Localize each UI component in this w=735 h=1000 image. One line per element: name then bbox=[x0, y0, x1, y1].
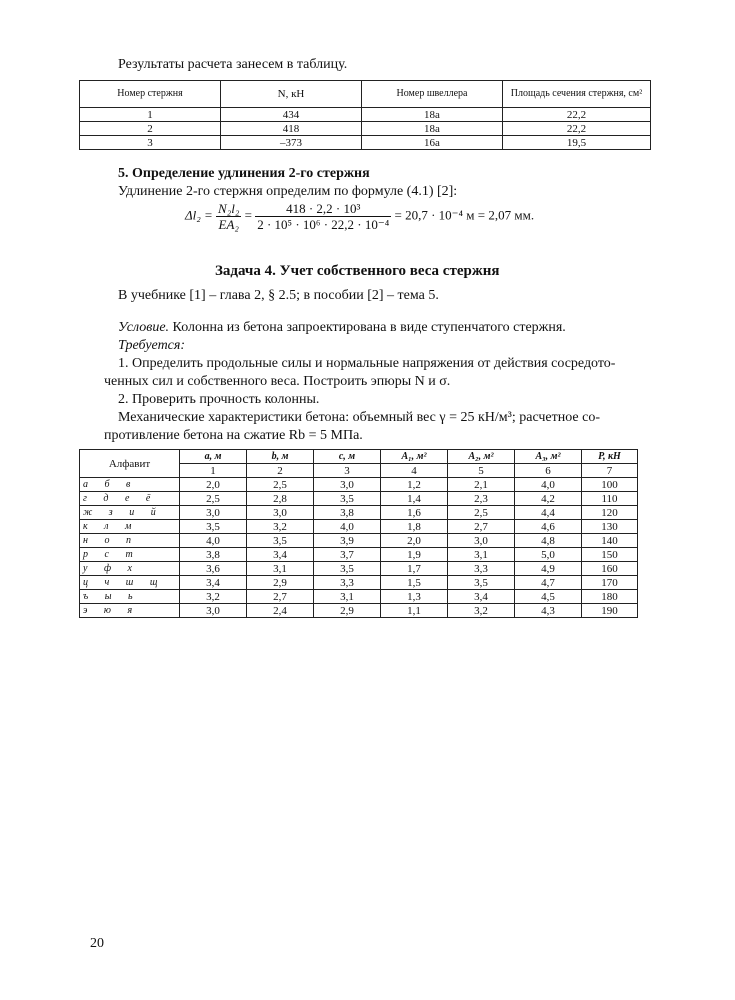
elongation-formula: Δl₂ = $\frac{\text{N₂l₂}}{\text{EA₂}}$ = $\frac{\text{418 · 2,2 · 10³}}{\text{2 · 10⁵ · 10⁶ · 22,2 · 10⁻⁴}}$ = 20,7 · 10⁻⁴ м = 2,07 мм. bbox=[185, 201, 535, 232]
table-row bbox=[80, 108, 651, 122]
header-cell: b, м bbox=[247, 450, 314, 464]
table-cell: 1,1 bbox=[381, 604, 448, 618]
column-number: 6 bbox=[515, 464, 582, 478]
table-cell: э ю я bbox=[80, 604, 180, 618]
table-cell: ж з и й bbox=[80, 506, 180, 520]
table-cell: у ф х bbox=[80, 562, 180, 576]
column-number: 7 bbox=[582, 464, 638, 478]
table-cell: 2,9 bbox=[314, 604, 381, 618]
section5-text: Удлинение 2-го стержня определим по формуле (4.1) [2]: bbox=[118, 184, 458, 199]
table-cell: н о п bbox=[80, 534, 180, 548]
table-row bbox=[80, 590, 638, 604]
column-number: 5 bbox=[448, 464, 515, 478]
table-cell: 3,0 bbox=[180, 506, 247, 520]
header-cell: A₃, м² bbox=[515, 450, 582, 464]
table-cell: 4,2 bbox=[515, 492, 582, 506]
table-cell: 180 bbox=[582, 590, 638, 604]
table-row bbox=[80, 492, 638, 506]
table-cell: 3,5 bbox=[314, 492, 381, 506]
item1-line1: 1. Определить продольные силы и нормальные напряжения от действия сосредото- bbox=[118, 356, 616, 371]
table-cell: 1,6 bbox=[381, 506, 448, 520]
table-cell: 3 bbox=[80, 136, 221, 150]
table-cell: 2,7 bbox=[247, 590, 314, 604]
table-cell: 3,6 bbox=[180, 562, 247, 576]
table-row bbox=[80, 604, 638, 618]
table-cell: 120 bbox=[582, 506, 638, 520]
table-cell: 3,0 bbox=[448, 534, 515, 548]
table-cell: 434 bbox=[221, 108, 362, 122]
table-cell: 3,4 bbox=[180, 576, 247, 590]
table-cell: 3,5 bbox=[247, 534, 314, 548]
table-cell: 110 bbox=[582, 492, 638, 506]
table-cell: 160 bbox=[582, 562, 638, 576]
table-cell: 3,9 bbox=[314, 534, 381, 548]
table-cell: 3,8 bbox=[314, 506, 381, 520]
table-cell: 16а bbox=[362, 136, 503, 150]
table-cell: 3,0 bbox=[247, 506, 314, 520]
table-cell: 3,1 bbox=[247, 562, 314, 576]
table-cell: 4,0 bbox=[180, 534, 247, 548]
table-cell: 2,7 bbox=[448, 520, 515, 534]
table-cell: 170 bbox=[582, 576, 638, 590]
table-cell: 2,5 bbox=[180, 492, 247, 506]
header-cell: N, кН bbox=[221, 81, 362, 108]
table-cell: а б в bbox=[80, 478, 180, 492]
table-cell: 19,5 bbox=[503, 136, 651, 150]
table-cell: 3,5 bbox=[180, 520, 247, 534]
header-cell: Номер швеллера bbox=[362, 81, 503, 108]
header-cell: A₁, м² bbox=[381, 450, 448, 464]
header-cell: c, м bbox=[314, 450, 381, 464]
page-number: 20 bbox=[90, 936, 104, 951]
header-cell: A₂, м² bbox=[448, 450, 515, 464]
table-cell: 3,4 bbox=[448, 590, 515, 604]
table-cell: 3,1 bbox=[448, 548, 515, 562]
table-cell: 4,6 bbox=[515, 520, 582, 534]
table-cell: 4,8 bbox=[515, 534, 582, 548]
table-cell: 1,9 bbox=[381, 548, 448, 562]
table-cell: 418 bbox=[221, 122, 362, 136]
table-cell: 2,0 bbox=[381, 534, 448, 548]
table-cell: 2,5 bbox=[247, 478, 314, 492]
header-cell: Площадь сечения стержня, см² bbox=[503, 81, 651, 108]
table-cell: 1,3 bbox=[381, 590, 448, 604]
column-number: 1 bbox=[180, 464, 247, 478]
table-cell: 5,0 bbox=[515, 548, 582, 562]
table-cell: 3,5 bbox=[314, 562, 381, 576]
table-cell: 3,0 bbox=[314, 478, 381, 492]
table-cell: 4,4 bbox=[515, 506, 582, 520]
table-header-row bbox=[80, 450, 638, 464]
table-cell: 1,7 bbox=[381, 562, 448, 576]
table-cell: 4,0 bbox=[515, 478, 582, 492]
task4-heading: Задача 4. Учет собственного веса стержня bbox=[215, 263, 500, 279]
table-cell: 18а bbox=[362, 108, 503, 122]
table-cell: 1,8 bbox=[381, 520, 448, 534]
condition-text: Колонна из бетона запроектирована в виде ступенчатого стержня. bbox=[169, 320, 566, 335]
table-cell: к л м bbox=[80, 520, 180, 534]
intro-text: Результаты расчета занесем в таблицу. bbox=[118, 57, 348, 72]
variants-table bbox=[79, 449, 638, 618]
table-cell: 100 bbox=[582, 478, 638, 492]
table-cell: 3,4 bbox=[247, 548, 314, 562]
required-label: Требуется: bbox=[118, 338, 186, 353]
table-row bbox=[80, 520, 638, 534]
table-cell: 150 bbox=[582, 548, 638, 562]
condition-label: Условие. bbox=[118, 320, 170, 335]
table-cell: 3,1 bbox=[314, 590, 381, 604]
condition-paragraph bbox=[118, 319, 566, 337]
column-number: 4 bbox=[381, 464, 448, 478]
table-row bbox=[80, 576, 638, 590]
table-cell: 1 bbox=[80, 108, 221, 122]
table-cell: 1,2 bbox=[381, 478, 448, 492]
table-cell: 3,8 bbox=[180, 548, 247, 562]
table-cell: 2,5 bbox=[448, 506, 515, 520]
table-cell: г д е ё bbox=[80, 492, 180, 506]
table-cell: 3,0 bbox=[180, 604, 247, 618]
item1-line2: ченных сил и собственного веса. Построить эпюры N и σ. bbox=[104, 374, 451, 389]
table-cell: 1,5 bbox=[381, 576, 448, 590]
table-cell: 4,0 bbox=[314, 520, 381, 534]
table-cell: 140 bbox=[582, 534, 638, 548]
formula-lhs: Δl₂ = bbox=[185, 207, 213, 223]
table-cell: 22,2 bbox=[503, 122, 651, 136]
results-table bbox=[79, 80, 651, 150]
table-row bbox=[80, 478, 638, 492]
column-number: 3 bbox=[314, 464, 381, 478]
table-cell: 3,2 bbox=[180, 590, 247, 604]
table-cell: 3,5 bbox=[448, 576, 515, 590]
table-cell: р с т bbox=[80, 548, 180, 562]
table-cell: 3,2 bbox=[247, 520, 314, 534]
table-row bbox=[80, 562, 638, 576]
section5-heading: 5. Определение удлинения 2-го стержня bbox=[118, 166, 370, 181]
header-cell: P, кН bbox=[582, 450, 638, 464]
table-cell: 2 bbox=[80, 122, 221, 136]
table-cell: –373 bbox=[221, 136, 362, 150]
table-cell: 2,9 bbox=[247, 576, 314, 590]
formula-fraction-1: $\frac{\text{N₂l₂}}{\text{EA₂}}$ bbox=[218, 201, 240, 232]
table-header-row bbox=[80, 81, 651, 108]
table-cell: 2,3 bbox=[448, 492, 515, 506]
task4-reference: В учебнике [1] – глава 2, § 2.5; в пособии [2] – тема 5. bbox=[118, 288, 439, 303]
table-cell: 4,7 bbox=[515, 576, 582, 590]
table-cell: 3,2 bbox=[448, 604, 515, 618]
table-row bbox=[80, 534, 638, 548]
table-cell: 190 bbox=[582, 604, 638, 618]
table-cell: 2,1 bbox=[448, 478, 515, 492]
table-cell: 1,4 bbox=[381, 492, 448, 506]
table-cell: 2,8 bbox=[247, 492, 314, 506]
column-number: 2 bbox=[247, 464, 314, 478]
table-cell: 2,0 bbox=[180, 478, 247, 492]
mech-line2: противление бетона на сжатие Rb = 5 МПа. bbox=[104, 428, 363, 443]
table-cell: 4,3 bbox=[515, 604, 582, 618]
table-row bbox=[80, 506, 638, 520]
header-cell-alphabet: Алфавит bbox=[80, 450, 180, 478]
mech-line1: Механические характеристики бетона: объемный вес γ = 25 кН/м³; расчетное со- bbox=[118, 410, 601, 425]
table-row bbox=[80, 136, 651, 150]
table-row bbox=[80, 122, 651, 136]
table-cell: 18а bbox=[362, 122, 503, 136]
table-cell: 4,5 bbox=[515, 590, 582, 604]
table-row bbox=[80, 548, 638, 562]
item2: 2. Проверить прочность колонны. bbox=[118, 392, 320, 407]
table-cell: 4,9 bbox=[515, 562, 582, 576]
table-cell: 3,7 bbox=[314, 548, 381, 562]
table-cell: ц ч ш щ bbox=[80, 576, 180, 590]
header-cell: Номер стержня bbox=[80, 81, 221, 108]
table-cell: 2,4 bbox=[247, 604, 314, 618]
table-cell: ъ ы ь bbox=[80, 590, 180, 604]
formula-fraction-2: $\frac{\text{418 · 2,2 · 10³}}{\text{2 · 10⁵ · 10⁶ · 22,2 · 10⁻⁴}}$ bbox=[257, 201, 390, 232]
table-cell: 3,3 bbox=[448, 562, 515, 576]
table-cell: 22,2 bbox=[503, 108, 651, 122]
formula-result: = 20,7 · 10⁻⁴ м = 2,07 мм. bbox=[394, 207, 535, 223]
table-cell: 3,3 bbox=[314, 576, 381, 590]
table-cell: 130 bbox=[582, 520, 638, 534]
header-cell: a, м bbox=[180, 450, 247, 464]
